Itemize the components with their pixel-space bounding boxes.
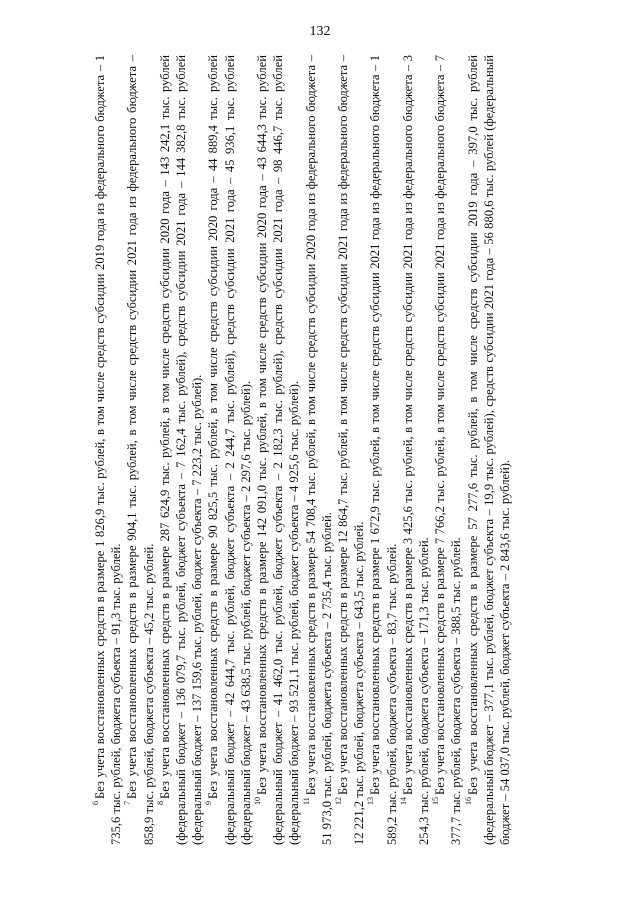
footnote-text: Без учета восстановленных средств в размере 904,1 тыс. рублей, в том числе средств субсидии 2021 года из федерального бюджета – 858,9 тыс. рублей, бюджета субъекта – 45,2 тыс. рублей. <box>125 55 156 845</box>
footnote-mark: 14 <box>398 797 408 805</box>
footnote-mark: 8 <box>155 801 165 805</box>
footnote-text: Без учета восстановленных средств в размере 90 825,5 тыс. рублей, в том числе средств субсидии 2020 года – 44 889,4 тыс. рублей (федеральный бюджет – 42 644,7 тыс. рублей, бюджет субъекта – 2 244,7 тыс. рублей), средств субсидии 2021 года – 45 936,1 тыс. рублей (федеральный бюджет – 43 638,5 тыс. рублей, бюджет субъекта – 2 297,6 тыс. рублей). <box>206 55 253 845</box>
footnote <box>254 55 303 845</box>
footnote <box>432 55 464 845</box>
footnote <box>335 55 367 845</box>
page-number: 132 <box>309 24 331 39</box>
footnote <box>303 55 335 845</box>
footnotes-area <box>92 55 612 845</box>
footnote <box>465 55 514 845</box>
footnote-mark: 10 <box>253 797 263 805</box>
footnote <box>157 55 206 845</box>
footnote-mark: 13 <box>366 797 376 805</box>
footnote <box>400 55 432 845</box>
footnotes-rotated-block <box>92 55 612 845</box>
footnote-mark: 16 <box>463 797 473 805</box>
footnote-text: Без учета восстановленных средств в размере 1 672,9 тыс. рублей, в том числе средств субсидии 2021 года из федерального бюджета – 1 589,2 тыс. рублей, бюджета субъекта – 83,7 тыс. рублей. <box>368 55 399 845</box>
footnote-mark: 7 <box>123 801 133 805</box>
footnote-mark: 11 <box>301 797 311 805</box>
footnote <box>124 55 156 845</box>
footnote-text: Без учета восстановленных средств в размере 54 708,4 тыс. рублей, в том числе средств субсидии 2020 года из федерального бюджета – 51 973,0 тыс. рублей, бюджета субъекта – 2 735,4 тыс. рублей. <box>303 55 334 845</box>
footnote-text: Без учета восстановленных средств в размере 287 624,9 тыс. рублей, в том числе средств субсидии 2020 года – 143 242,1 тыс. рублей (федеральный бюджет – 136 079,7 тыс. рублей, бюджет субъекта – 7 162,4 тыс. рублей), средств субсидии 2021 года – 144 382,8 тыс. рублей (федеральный бюджет – 137 159,6 тыс. рублей, бюджет субъекта – 7 223,2 тыс. рублей). <box>157 55 205 845</box>
footnote-mark: 15 <box>431 797 441 805</box>
footnote-text: Без учета восстановленных средств в размере 7 766,2 тыс. рублей, в том числе средств субсидии 2021 года из федерального бюджета – 7 377,7 тыс. рублей, бюджета субъекта – 388,5 тыс. рублей. <box>433 55 464 845</box>
footnote <box>92 55 124 845</box>
footnote-text: Без учета восстановленных средств в размере 142 091,0 тыс. рублей, в том числе средств субсидии 2020 года – 43 644,3 тыс. рублей (федеральный бюджет – 41 462,0 тыс. рублей, бюджет субъекта – 2 182,3 тыс. рублей), средств субсидии 2021 года – 98 446,7 тыс. рублей (федеральный бюджет – 93 521,1 тыс. рублей, бюджет субъекта – 4 925,6 тыс. рублей). <box>255 55 302 845</box>
footnote-text: Без учета восстановленных средств в размере 3 425,6 тыс. рублей, в том числе средств субсидии 2021 года из федерального бюджета – 3 254,3 тыс. рублей, бюджета субъекта – 171,3 тыс. рублей. <box>400 55 432 845</box>
footnote-mark: 6 <box>91 801 100 805</box>
footnote <box>367 55 399 845</box>
footnote-mark: 9 <box>204 801 214 805</box>
footnote-text: Без учета восстановленных средств в размере 1 826,9 тыс. рублей, в том числе средств субсидии 2019 года из федерального бюджета – 1 735,6 тыс. рублей, бюджета субъекта – 91,3 тыс. рублей. <box>93 55 124 845</box>
footnote-mark: 12 <box>334 797 344 805</box>
footnote-text: Без учета восстановленных средств в размере 12 864,7 тыс. рублей, в том числе средств субсидии 2021 года из федерального бюджета – 12 221,2 тыс. рублей, бюджета субъекта – 643,5 тыс. рублей. <box>336 55 367 845</box>
footnote <box>205 55 254 845</box>
footnote-text: Без учета восстановленных средств в размере 57 277,6 тыс. рублей, в том числе средств субсидии 2019 года – 397,0 тыс. рублей (федеральный бюджет – 377,1 тыс. рублей, бюджет субъекта – 19,9 тыс. рублей), средств субсидии 2021 года – 56 880,6 тыс. рублей (федеральный бюджет – 54 037,0 тыс. рублей, бюджет субъекта – 2 843,6 тыс. рублей). <box>465 55 513 845</box>
